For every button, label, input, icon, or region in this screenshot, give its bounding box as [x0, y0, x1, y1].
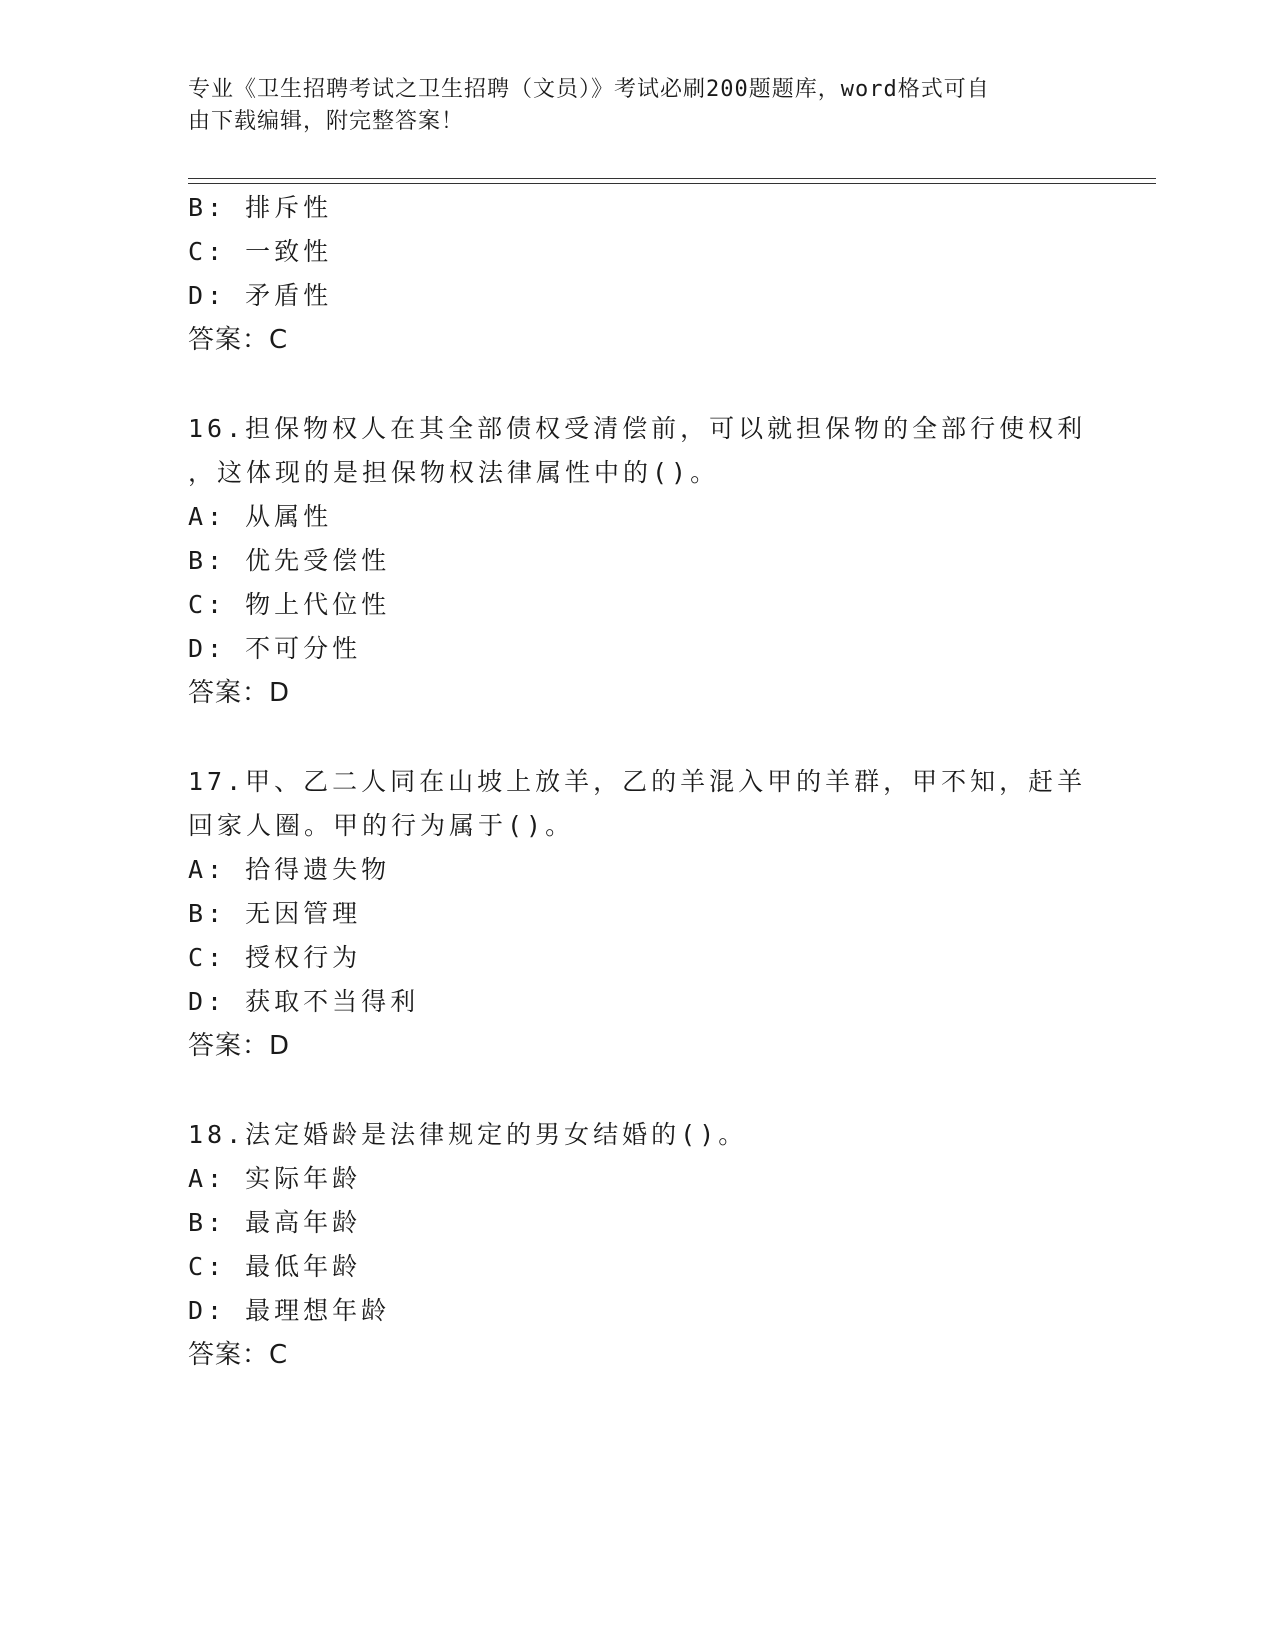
q18-option-c: C: 最低年龄 [188, 1252, 362, 1281]
q16-stem-line-1: 16.担保物权人在其全部债权受清偿前，可以就担保物的全部行使权利 [188, 414, 1087, 443]
q15-option-b: B: 排斥性 [188, 193, 333, 222]
q17-option-d: D: 获取不当得利 [188, 987, 420, 1016]
q17-answer: 答案：D [188, 1031, 291, 1061]
q18-option-d: D: 最理想年龄 [188, 1296, 391, 1325]
header-divider-bottom [188, 183, 1156, 184]
q17-option-c: C: 授权行为 [188, 943, 362, 972]
header-line-1: 专业《卫生招聘考试之卫生招聘（文员）》考试必刷200题题库，word格式可自 [188, 77, 990, 102]
header-divider-top [188, 178, 1156, 179]
q18-stem-line-1: 18.法定婚龄是法律规定的男女结婚的()。 [188, 1120, 748, 1149]
q15-option-c: C: 一致性 [188, 237, 333, 266]
q17-option-a: A: 拾得遗失物 [188, 855, 391, 884]
q17-option-b: B: 无因管理 [188, 899, 362, 928]
q17-stem-line-2: 回家人圈。甲的行为属于()。 [188, 811, 575, 840]
q17-stem-line-1: 17.甲、乙二人同在山坡上放羊，乙的羊混入甲的羊群，甲不知，赶羊 [188, 767, 1087, 796]
header-line-2: 由下载编辑，附完整答案！ [188, 109, 465, 134]
q18-option-a: A: 实际年龄 [188, 1164, 362, 1193]
q18-option-b: B: 最高年龄 [188, 1208, 362, 1237]
q16-option-a: A: 从属性 [188, 502, 333, 531]
q15-option-d: D: 矛盾性 [188, 281, 333, 310]
q16-option-c: C: 物上代位性 [188, 590, 391, 619]
q15-answer: 答案：C [188, 325, 289, 355]
q16-option-d: D: 不可分性 [188, 634, 362, 663]
q16-stem-line-2: ，这体现的是担保物权法律属性中的()。 [188, 458, 720, 487]
document-header [188, 74, 1068, 138]
q16-option-b: B: 优先受偿性 [188, 546, 391, 575]
q18-answer: 答案：C [188, 1340, 289, 1370]
q16-answer: 答案：D [188, 678, 291, 708]
